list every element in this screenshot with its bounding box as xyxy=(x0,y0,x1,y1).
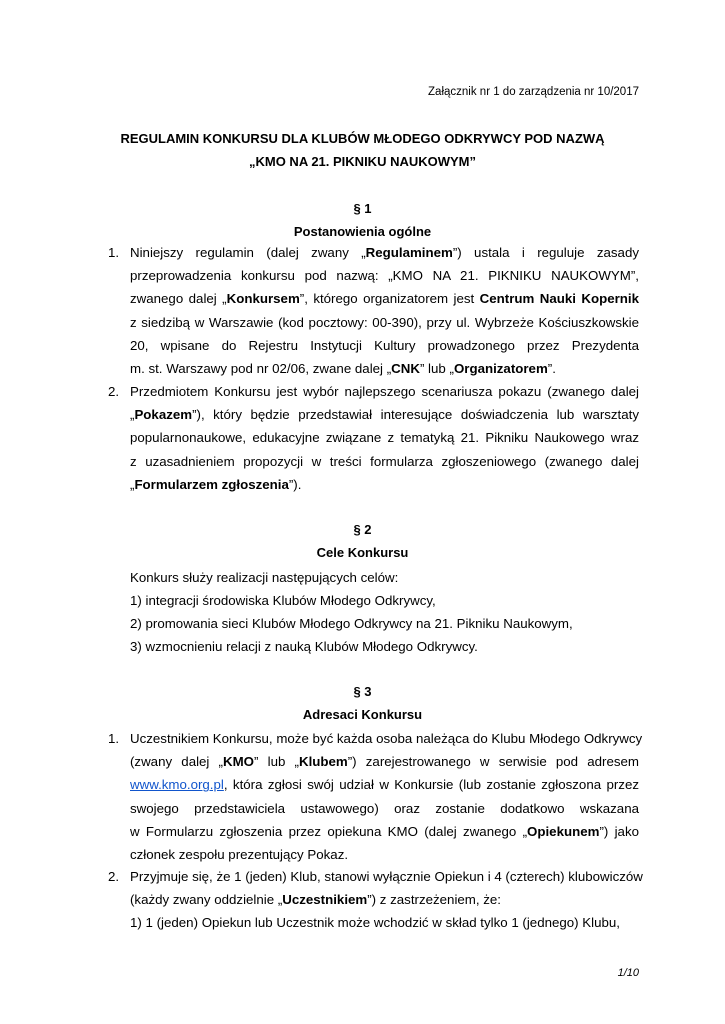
s1-p2-line2: „Pokazem”), który będzie przedstawiał interesujące doświadczenia lub warsztaty xyxy=(130,407,639,423)
s1-p2-number: 2. xyxy=(108,384,120,399)
section-2-heading: Cele Konkursu xyxy=(316,545,409,560)
annex-reference: Załącznik nr 1 do zarządzenia nr 10/2017 xyxy=(428,86,639,98)
page-number: 1/10 xyxy=(617,967,639,979)
kmo-website-link[interactable]: www.kmo.org.pl xyxy=(130,777,224,793)
s1-p1-line2: przeprowadzenia konkursu pod nazwą: „KMO NA 21. PIKNIKU NAUKOWYM”, xyxy=(130,268,639,284)
s3-paragraph-1 xyxy=(130,727,643,866)
s1-p2-line1: Przedmiotem Konkursu jest wybór najlepszego scenariusza pokazu (zwanego dalej xyxy=(130,384,639,399)
s1-p1-line5: 20, wpisane do Rejestru Instytucji Kultury prowadzonego przez Prezydenta xyxy=(130,337,639,353)
s3-p1-line2: (zwany dalej „KMO” lub „Klubem”) zarejestrowanego w serwisie pod adresem xyxy=(130,754,639,770)
s3-p2-line2: (każdy zwany oddzielnie „Uczestnikiem”) z zastrzeżeniem, że: xyxy=(130,892,501,908)
s2-item-3: 3) wzmocnieniu relacji z nauką Klubów Młodego Odkrywcy. xyxy=(130,639,478,654)
s1-paragraph-1 xyxy=(130,241,639,380)
s2-item-1: 1) integracji środowiska Klubów Młodego Odkrywcy, xyxy=(130,593,436,608)
s1-p1-line4: z siedzibą w Warszawie (kod pocztowy: 00-390), przy ul. Wybrzeże Kościuszkowskie xyxy=(130,314,639,330)
s3-p1-number: 1. xyxy=(108,731,120,746)
section-3-mark: § 3 xyxy=(353,684,372,699)
document-title-line2: „KMO NA 21. PIKNIKU NAUKOWYM” xyxy=(248,154,477,169)
s1-p1-line6: m. st. Warszawy pod nr 02/06, zwane dalej „CNK” lub „Organizatorem”. xyxy=(130,361,556,377)
s3-p1-line6: członek zespołu prezentujący Pokaz. xyxy=(130,847,349,863)
document-title-line1: REGULAMIN KONKURSU DLA KLUBÓW MŁODEGO ODKRYWCY POD NAZWĄ xyxy=(120,131,605,146)
s1-p2-line3: popularnonaukowe, edukacyjne związane z tematyką 21. Pikniku Naukowego wraz xyxy=(130,430,639,446)
section-2-mark: § 2 xyxy=(353,522,372,537)
s3-p1-line4: swojego przedstawiciela ustawowego) oraz zostanie dodatkowo wskazana xyxy=(130,800,639,816)
s2-item-2: 2) promowania sieci Klubów Młodego Odkrywcy na 21. Pikniku Naukowym, xyxy=(130,616,573,631)
s1-p1-line1: Niniejszy regulamin (dalej zwany „Regulaminem”) ustala i reguluje zasady xyxy=(130,245,639,260)
s3-paragraph-2 xyxy=(130,865,643,935)
s3-p1-line3: www.kmo.org.pl, która zgłosi swój udział w Konkursie (lub zostanie zgłoszona przez xyxy=(130,777,639,793)
s1-paragraph-2 xyxy=(130,380,639,496)
section-1-mark: § 1 xyxy=(353,201,372,216)
s1-p1-number: 1. xyxy=(108,245,120,260)
s2-intro: Konkurs służy realizacji następujących celów: xyxy=(130,570,399,585)
section-3-heading: Adresaci Konkursu xyxy=(302,707,423,722)
s1-p1-line3: zwanego dalej „Konkursem”, którego organizatorem jest Centrum Nauki Kopernik xyxy=(130,291,639,307)
s1-p2-line4: z uzasadnieniem propozycji w treści formularza zgłoszeniowego (zwanego dalej xyxy=(130,453,639,469)
s3-p1-line1: Uczestnikiem Konkursu, może być każda osoba należąca do Klubu Młodego Odkrywcy xyxy=(130,731,643,746)
s3-p2-number: 2. xyxy=(108,869,120,884)
section-1-heading: Postanowienia ogólne xyxy=(293,224,432,239)
s3-p2-line3: 1) 1 (jeden) Opiekun lub Uczestnik może wchodzić w skład tylko 1 (jednego) Klubu, xyxy=(130,915,621,931)
s3-p2-line1: Przyjmuje się, że 1 (jeden) Klub, stanowi wyłącznie Opiekun i 4 (czterech) klubowiczów xyxy=(130,869,643,884)
s1-p2-line5: „Formularzem zgłoszenia”). xyxy=(130,476,302,492)
s3-p1-line5: w Formularzu zgłoszenia przez opiekuna KMO (dalej zwanego „Opiekunem”) jako xyxy=(130,823,639,839)
